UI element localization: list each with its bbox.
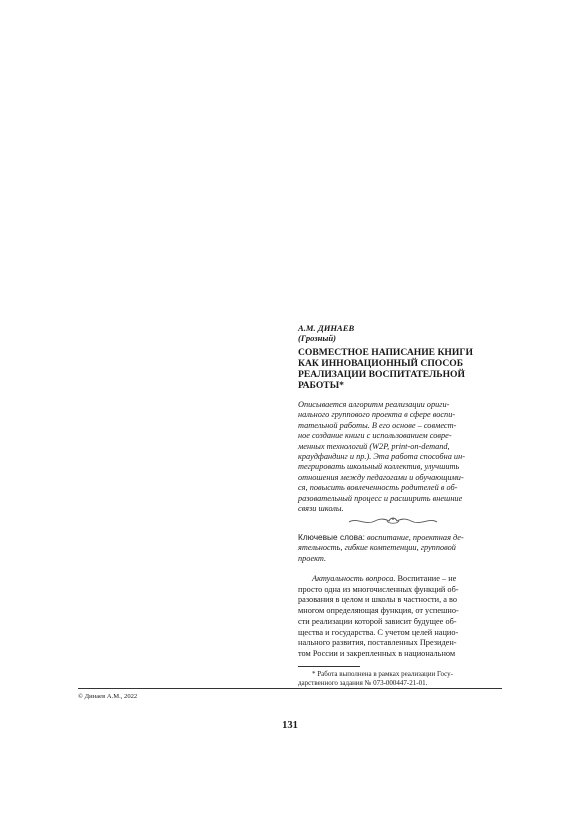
- body-line: нального развития, поставленных Президен-: [298, 638, 457, 648]
- abstract-line: отношения между педагогами и обучающими-: [298, 472, 464, 482]
- abstract-line: нального группового проекта в сфере воспи-: [298, 410, 456, 420]
- body-line: разования в целом и школы в частности, а во: [298, 595, 457, 605]
- abstract-line: тегрировать школьный коллектив, улучшить: [298, 462, 460, 472]
- footnote-divider: [298, 666, 360, 667]
- page-divider: [78, 688, 502, 689]
- abstract-line: менных технологий (W2P, print-on-demand,: [298, 441, 450, 451]
- section-lead: Актуальность вопроса.: [312, 574, 396, 583]
- keywords: [298, 532, 502, 564]
- abstract-line: разовательный процесс и расширить внешние: [298, 493, 463, 503]
- title-line: РЕАЛИЗАЦИИ ВОСПИТАТЕЛЬНОЙ: [298, 369, 465, 380]
- keywords-label: Ключевые слова:: [298, 532, 365, 542]
- title-line: КАК ИННОВАЦИОННЫЙ СПОСОБ: [298, 358, 464, 369]
- author-affiliation: (Грозный): [298, 333, 337, 343]
- copyright: © Динаев А.М., 2022: [78, 693, 138, 700]
- abstract-line: тательной работы. В его основе – совмест-: [298, 420, 457, 430]
- keywords-line: проект.: [298, 553, 327, 563]
- article-title: [298, 347, 498, 391]
- body-line: Воспитание – не: [397, 574, 457, 583]
- footnote-line: * Работа выполнена в рамках реализации Госу-: [312, 670, 453, 678]
- abstract-line: ся, повысить вовлеченность родителей в об-: [298, 483, 458, 493]
- abstract-line: ное создание книги с использованием совре-: [298, 431, 452, 441]
- page-number: 131: [282, 720, 298, 731]
- body-line: щества и государства. С учетом целей нацио-: [298, 627, 459, 637]
- abstract-line: связи школы.: [298, 504, 344, 514]
- author-block: [298, 323, 354, 343]
- keywords-line: воспитание, проектная де-: [366, 533, 464, 542]
- footnote-line: дарственного задания № 073-000447-21-01.: [298, 679, 428, 687]
- abstract-line: Описывается алгоритм реализации ориги-: [298, 400, 450, 409]
- body-line: том России и закрепленных в национальном: [298, 648, 456, 658]
- abstract-line: краудфандинг и пр.). Эта работа способна ин-: [298, 452, 465, 462]
- keywords-line: ятельность, гибкие компетенции, групповой: [298, 543, 456, 553]
- author-name: А.М. ДИНАЕВ: [298, 323, 355, 333]
- body-line: многом определяющая функция, от успешно-: [298, 606, 459, 616]
- body-line: просто одна из многочисленных функций об-: [298, 584, 459, 594]
- title-line: РАБОТЫ*: [298, 380, 344, 391]
- body-text: [298, 574, 502, 660]
- title-line: СОВМЕСТНОЕ НАПИСАНИЕ КНИГИ: [298, 347, 473, 358]
- abstract: [298, 400, 502, 514]
- footnote: [298, 670, 502, 688]
- decorative-flourish-icon: [347, 515, 439, 527]
- body-line: сти реализации которой зависит будущее об-: [298, 616, 457, 626]
